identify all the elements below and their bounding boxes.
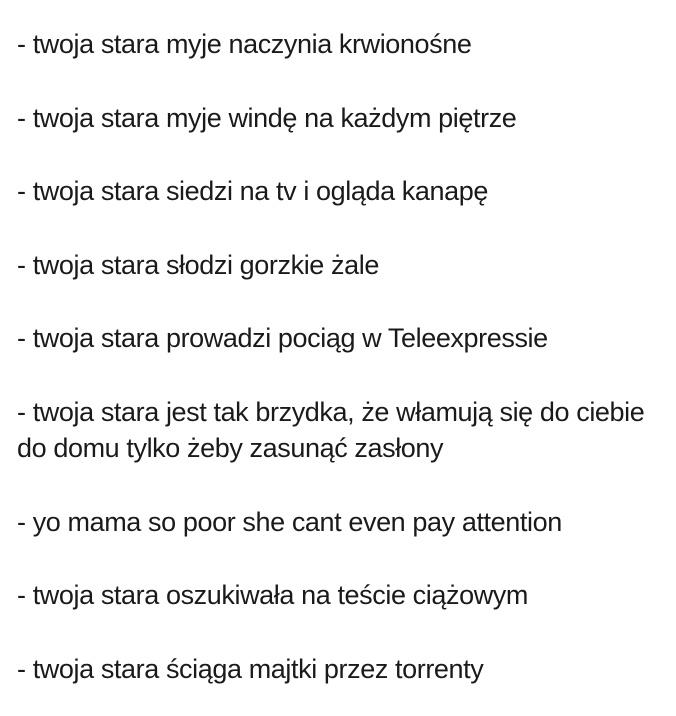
joke-line: - twoja stara myje windę na każdym piętrze [17,102,517,133]
joke-item [17,247,670,284]
joke-line: - twoja stara jest tak brzydka, że włamują się do ciebie [17,396,645,427]
joke-line-wrapped: do domu tylko żeby zasunąć zasłony [17,433,444,463]
joke-item [17,173,670,210]
joke-item [17,504,670,541]
joke-line: - twoja stara siedzi na tv i ogląda kanapę [17,176,488,206]
joke-item [17,394,670,467]
joke-line: - twoja stara oszukiwała na teście ciążowym [17,580,529,610]
joke-item [17,100,670,137]
joke-line: - twoja stara słodzi gorzkie żale [17,249,379,280]
joke-line: - twoja stara prowadzi pociąg w Teleexpressie [17,323,548,353]
joke-item [17,651,670,688]
joke-line: - twoja stara ściąga majtki przez torrenty [17,653,484,684]
joke-line: - yo mama so poor she cant even pay attention [17,506,562,537]
joke-item [17,26,670,63]
joke-item [17,320,670,357]
joke-item [17,577,670,614]
joke-line: - twoja stara myje naczynia krwionośne [17,29,472,59]
